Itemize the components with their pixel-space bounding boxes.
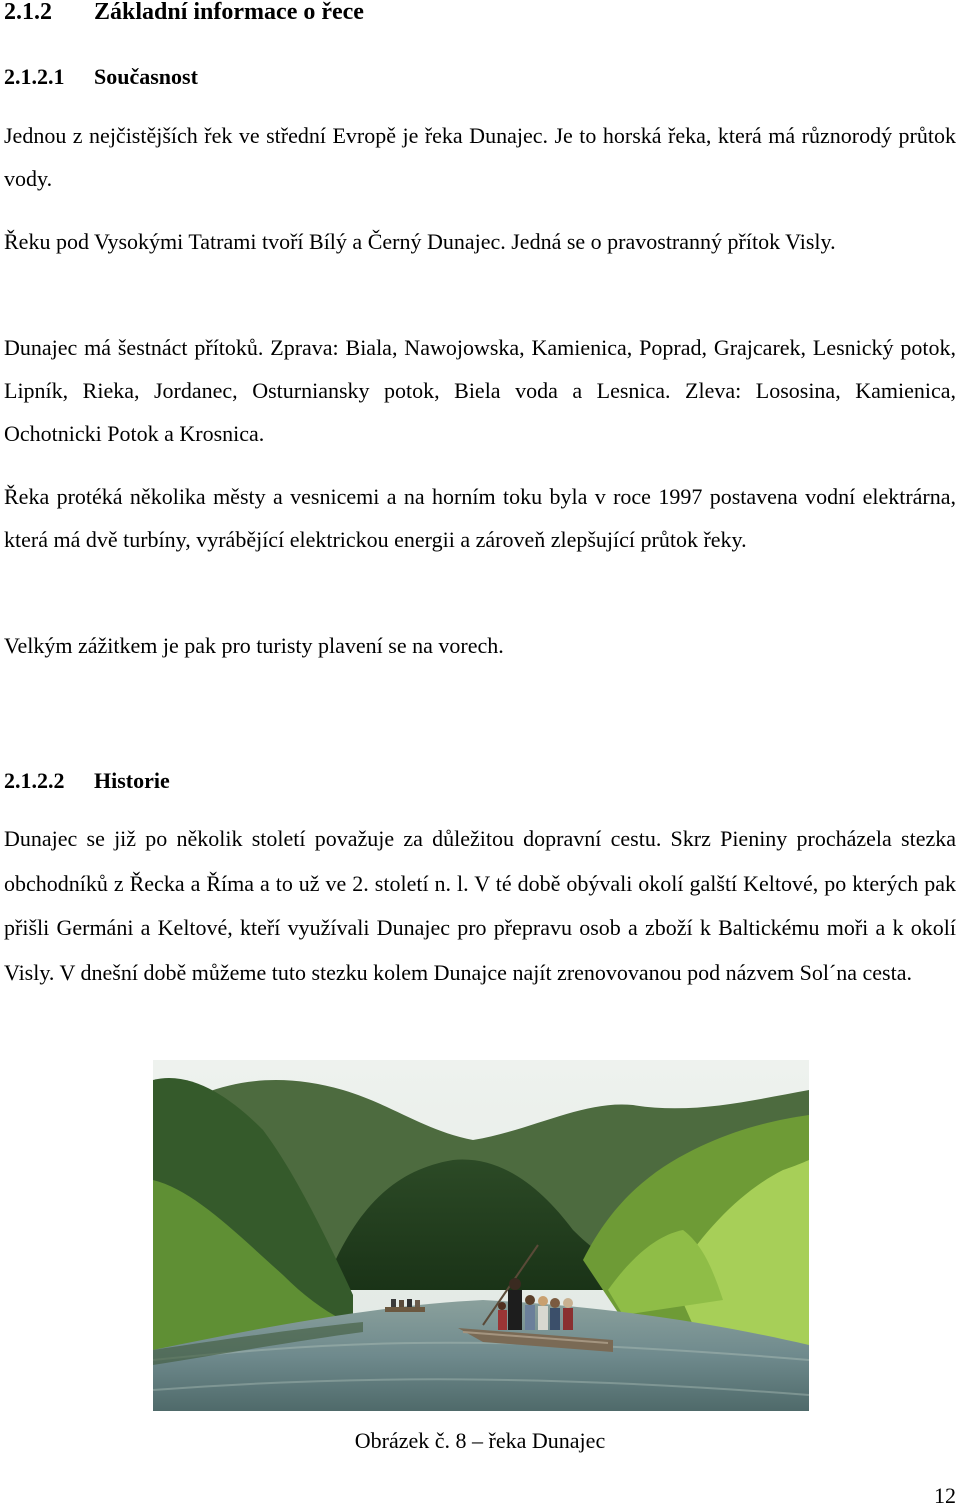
subsection-heading-current [4, 62, 198, 92]
river-photo [153, 1060, 809, 1411]
paragraph-intro: Jednou z nejčistějších řek ve střední Evropě je řeka Dunajec. Je to horská řeka, která má různorodý průtok vody. [4, 123, 956, 191]
paragraph-history: Dunajec se již po několik století považuje za důležitou dopravní cestu. Skrz Pieniny procházela stezka obchodníků z Řecka a Říma a to už ve 2. století n. l. V té době obývali okolí galští Keltové, po kterých pak přišli Germáni a Keltové, kteří využívali Dunajec pro přepravu osob a zboží k Baltickému moři a k okolí Visly. V dnešní době můžeme tuto stezku kolem Dunajce najít zrenovovanou pod názvem Sol´na cesta. [4, 826, 956, 985]
figure-caption [0, 1426, 960, 1456]
section-title: Základní informace o řece [94, 0, 364, 25]
page-number: 12 [934, 1483, 956, 1508]
paragraph-power-plant: Řeka protéká několika městy a vesnicemi a na horním toku byla v roce 1997 postavena vodní elektrárna, která má dvě turbíny, vyrábějící elektrickou energii a zároveň zlepšující průtok řeky. [4, 484, 956, 552]
subsection-number: 2.1.2.2 [4, 768, 65, 793]
paragraph-sources: Řeku pod Vysokými Tatrami tvoří Bílý a Černý Dunajec. Jedná se o pravostranný přítok Visly. [4, 229, 836, 254]
paragraph-tributaries: Dunajec má šestnáct přítoků. Zprava: Biala, Nawojowska, Kamienica, Poprad, Grajcarek, Lesnický potok, Lipník, Rieka, Jordanec, Osturniansky potok, Biela voda a Lesnica. Zleva: Lososina, Kamienica, Ochotnicki Potok a Krosnica. [4, 335, 956, 446]
subsection-title: Současnost [94, 64, 198, 89]
subsection-number: 2.1.2.1 [4, 64, 65, 89]
subsection-heading-history [4, 766, 170, 796]
paragraph-rafting: Velkým zážitkem je pak pro turisty plavení se na vorech. [4, 633, 504, 658]
section-number: 2.1.2 [4, 0, 52, 25]
figure-caption-text: Obrázek č. 8 – řeka Dunajec [354, 1428, 606, 1453]
subsection-title: Historie [94, 768, 170, 793]
section-heading [4, 0, 364, 32]
